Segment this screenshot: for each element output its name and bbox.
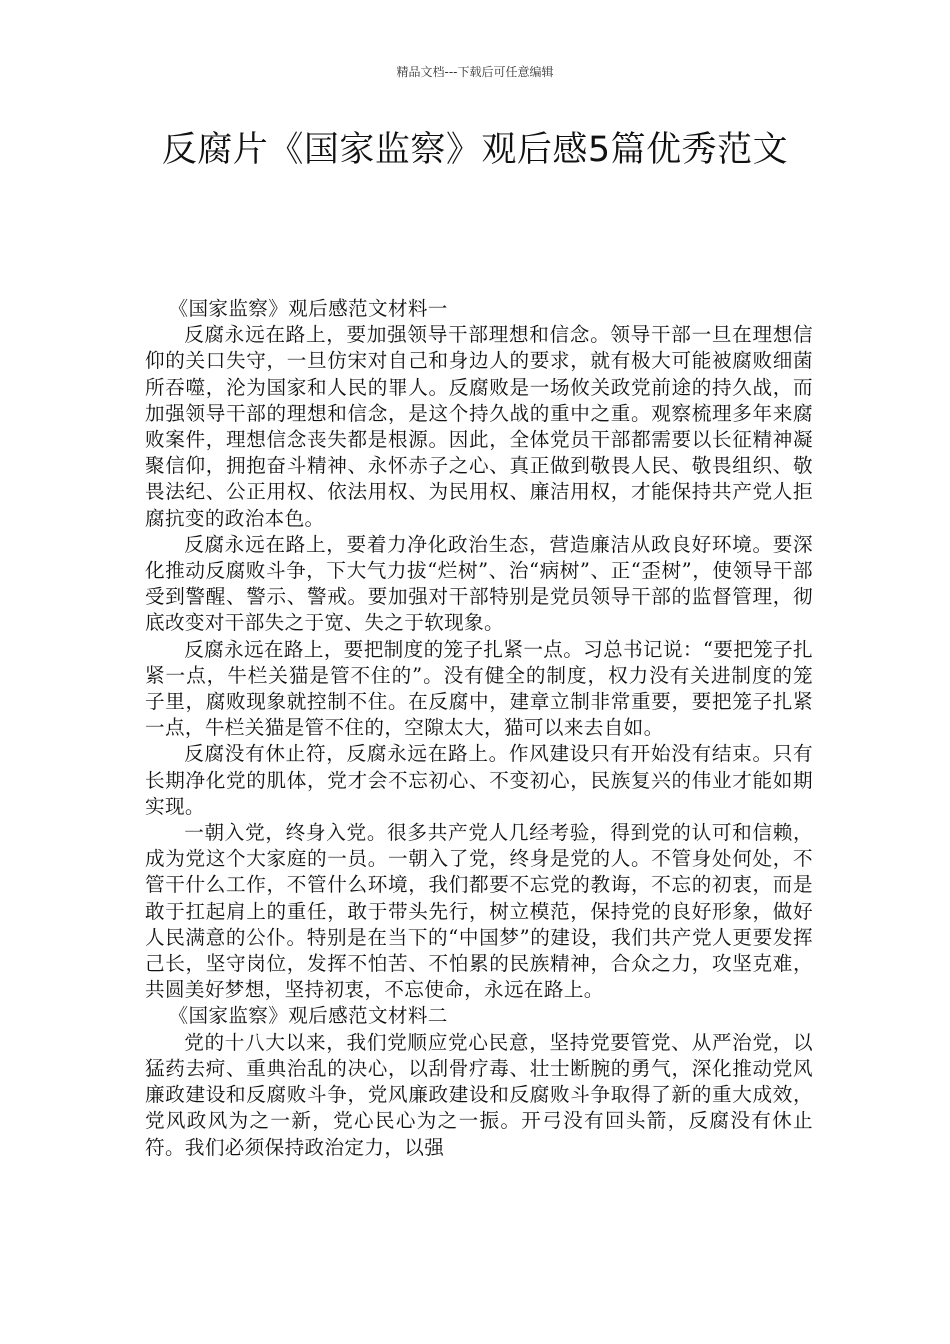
- section-heading: 《国家监察》观后感范文材料一: [168, 297, 448, 320]
- body-paragraph: 反腐永远在路上，要把制度的笼子扎紧一点。习总书记说：“要把笼子扎紧一点，牛栏关猫是管不住的”。没有健全的制度，权力没有关进制度的笼子里，腐败现象就控制不住。在反腐中，建章立制非常重要，要把笼子扎紧一点，牛栏关猫是管不住的，空隙太大，猫可以来去自如。: [145, 637, 813, 740]
- body-paragraph: 反腐永远在路上，要着力净化政治生态，营造廉洁从政良好环境。要深化推动反腐败斗争，下大气力拔“烂树”、治“病树”、正“歪树”，使领导干部受到警醒、警示、警戒。要加强对干部特别是党员领导干部的监督管理，彻底改变对干部失之于宽、失之于软现象。: [145, 532, 813, 635]
- body-paragraph: 一朝入党，终身入党。很多共产党人几经考验，得到党的认可和信赖，成为党这个大家庭的一员。一朝入了党，终身是党的人。不管身处何处，不管干什么工作，不管什么环境，我们都要不忘党的教诲，不忘的初衷，而是敢于扛起肩上的重任，敢于带头先行，树立模范，保持党的良好形象，做好人民满意的公仆。特别是在当下的“中国梦”的建设，我们共产党人更要发挥己长，坚守岗位，发挥不怕苦、不怕累的民族精神，合众之力，攻坚克难，共圆美好梦想，坚持初衷，不忘使命，永远在路上。: [145, 821, 813, 1002]
- page-header: 精品文档---下载后可任意编辑: [396, 65, 554, 79]
- section-heading: 《国家监察》观后感范文材料二: [168, 1004, 448, 1028]
- document-title: 反腐片《国家监察》观后感5篇优秀范文: [161, 130, 789, 170]
- document-body: [145, 296, 813, 1161]
- body-paragraph: 反腐永远在路上，要加强领导干部理想和信念。领导干部一旦在理想信仰的关口失守，一旦仿宋对自己和身边人的要求，就有极大可能被腐败细菌所吞噬，沦为国家和人民的罪人。反腐败是一场攸关政党前途的持久战，而加强领导干部的理想和信念，是这个持久战的重中之重。观察梳理多年来腐败案件，理想信念丧失都是根源。因此，全体党员干部都需要以长征精神凝聚信仰，拥抱奋斗精神、永怀赤子之心、真正做到敬畏人民、敬畏组织、敬畏法纪、公正用权、依法用权、为民用权、廉洁用权，才能保持共产党人拒腐抗变的政治本色。: [145, 323, 813, 530]
- body-paragraph: 党的十八大以来，我们党顺应党心民意，坚持党要管党、从严治党，以猛药去疴、重典治乱的决心，以刮骨疗毒、壮士断腕的勇气，深化推动党风廉政建设和反腐败斗争，党风廉政建设和反腐败斗争取得了新的重大成效，党风政风为之一新，党心民心为之一振。开弓没有回头箭，反腐没有休止符。我们必须保持政治定力，以强: [145, 1030, 813, 1159]
- body-paragraph: 反腐没有休止符，反腐永远在路上。作风建设只有开始没有结束。只有长期净化党的肌体，党才会不忘初心、不变初心，民族复兴的伟业才能如期实现。: [145, 742, 813, 818]
